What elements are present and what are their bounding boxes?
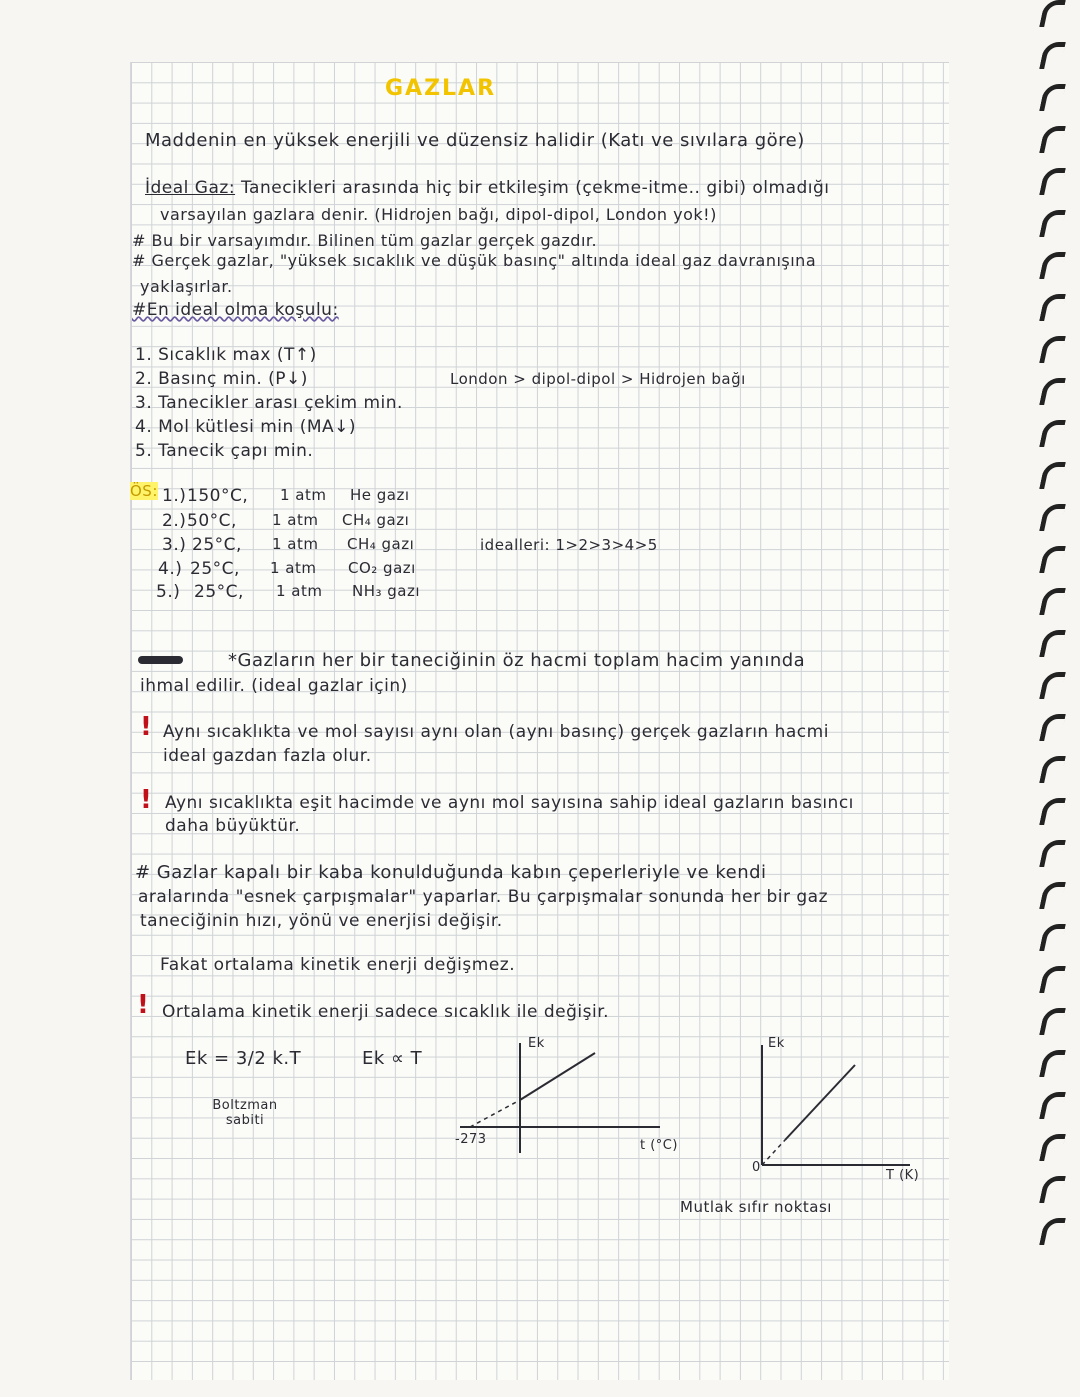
example-label: ÖS: xyxy=(130,482,158,500)
absolute-zero-caption: Mutlak sıfır noktası xyxy=(680,1198,832,1216)
note2-line2: ideal gazdan fazla olur. xyxy=(163,746,372,766)
note2-line1: Aynı sıcaklıkta ve mol sayısı aynı olan (aynı basınç) gerçek gazların hacmi xyxy=(163,722,829,742)
collision-line4: Fakat ortalama kinetik enerji değişmez. xyxy=(160,955,516,975)
boltzmann-label: Boltzman sabiti xyxy=(212,1098,278,1128)
condition-3: 3. Tanecikler arası çekim min. xyxy=(135,393,403,413)
page-title: GAZLAR xyxy=(385,76,497,101)
extrapolation-line xyxy=(762,1140,785,1165)
graph1-origin: -273 xyxy=(455,1132,487,1147)
collision-line2: aralarında "esnek çarpışmalar" yaparlar. Bu çarpışmalar sonunda her bir gaz xyxy=(138,887,829,907)
ideal-gas-label: İdeal Gaz: xyxy=(145,178,236,198)
condition-2: 2. Basınç min. (P↓) xyxy=(135,369,308,389)
condition-4: 4. Mol kütlesi min (MA↓) xyxy=(135,417,357,437)
note3-line2: daha büyüktür. xyxy=(165,816,301,836)
note3-line1: Aynı sıcaklıkta eşit hacimde ve aynı mol sayısına sahip ideal gazların basıncı xyxy=(165,793,854,813)
ideal-gas-line3: # Bu bir varsayımdır. Bilinen tüm gazlar gerçek gazdır. xyxy=(132,231,598,250)
scribble-mark xyxy=(138,656,183,664)
bond-order-note: London > dipol-dipol > Hidrojen bağı xyxy=(450,370,746,388)
condition-5: 5. Tanecik çapı min. xyxy=(135,441,314,461)
ke-note: Ortalama kinetik enerji sadece sıcaklık ile değişir. xyxy=(162,1002,610,1022)
graph1-x-label: t (°C) xyxy=(640,1138,678,1153)
graph2-origin: 0 xyxy=(752,1160,761,1175)
note1-line2: ihmal edilir. (ideal gazlar için) xyxy=(140,676,408,696)
warning-icon: ! xyxy=(140,785,152,815)
ideal-gas-line2: varsayılan gazlara denir. (Hidrojen bağı, dipol-dipol, London yok!) xyxy=(160,205,717,224)
spiral-binding xyxy=(1020,0,1080,1397)
ek-line xyxy=(520,1053,595,1100)
graph2-y-label: Ek xyxy=(768,1036,785,1051)
warning-icon: ! xyxy=(137,990,149,1020)
warning-icon: ! xyxy=(140,712,152,742)
graph-kelvin xyxy=(740,1040,920,1180)
proportionality: Ek ∝ T xyxy=(362,1048,423,1069)
ideal-gas-line5: yaklaşırlar. xyxy=(140,277,233,296)
graph1-y-label: Ek xyxy=(528,1036,545,1051)
collision-line3: taneciğinin hızı, yönü ve enerjisi değişir. xyxy=(140,911,503,931)
definition-text: Maddenin en yüksek enerjili ve düzensiz halidir (Katı ve sıvılara göre) xyxy=(145,130,805,151)
extrapolation-line xyxy=(470,1100,520,1127)
condition-1: 1. Sıcaklık max (T↑) xyxy=(135,345,317,365)
graph2-x-label: T (K) xyxy=(886,1168,920,1183)
ideal-gas-line1: İdeal Gaz: Tanecikleri arasında hiç bir etkileşim (çekme-itme.. gibi) olmadığı xyxy=(145,178,830,198)
ek-line xyxy=(785,1065,855,1140)
ideal-gas-line4: # Gerçek gazlar, "yüksek sıcaklık ve düşük basınç" altında ideal gaz davranışına xyxy=(132,251,817,270)
example-result: idealleri: 1>2>3>4>5 xyxy=(480,536,658,554)
note1-line1: *Gazların her bir taneciğinin öz hacmi toplam hacim yanında xyxy=(228,650,806,671)
kinetic-formula: Ek = 3/2 k.T xyxy=(185,1048,302,1069)
collision-line1: # Gazlar kapalı bir kaba konulduğunda kabın çeperleriyle ve kendi xyxy=(135,862,767,883)
conditions-heading: #En ideal olma koşulu: xyxy=(132,300,339,320)
